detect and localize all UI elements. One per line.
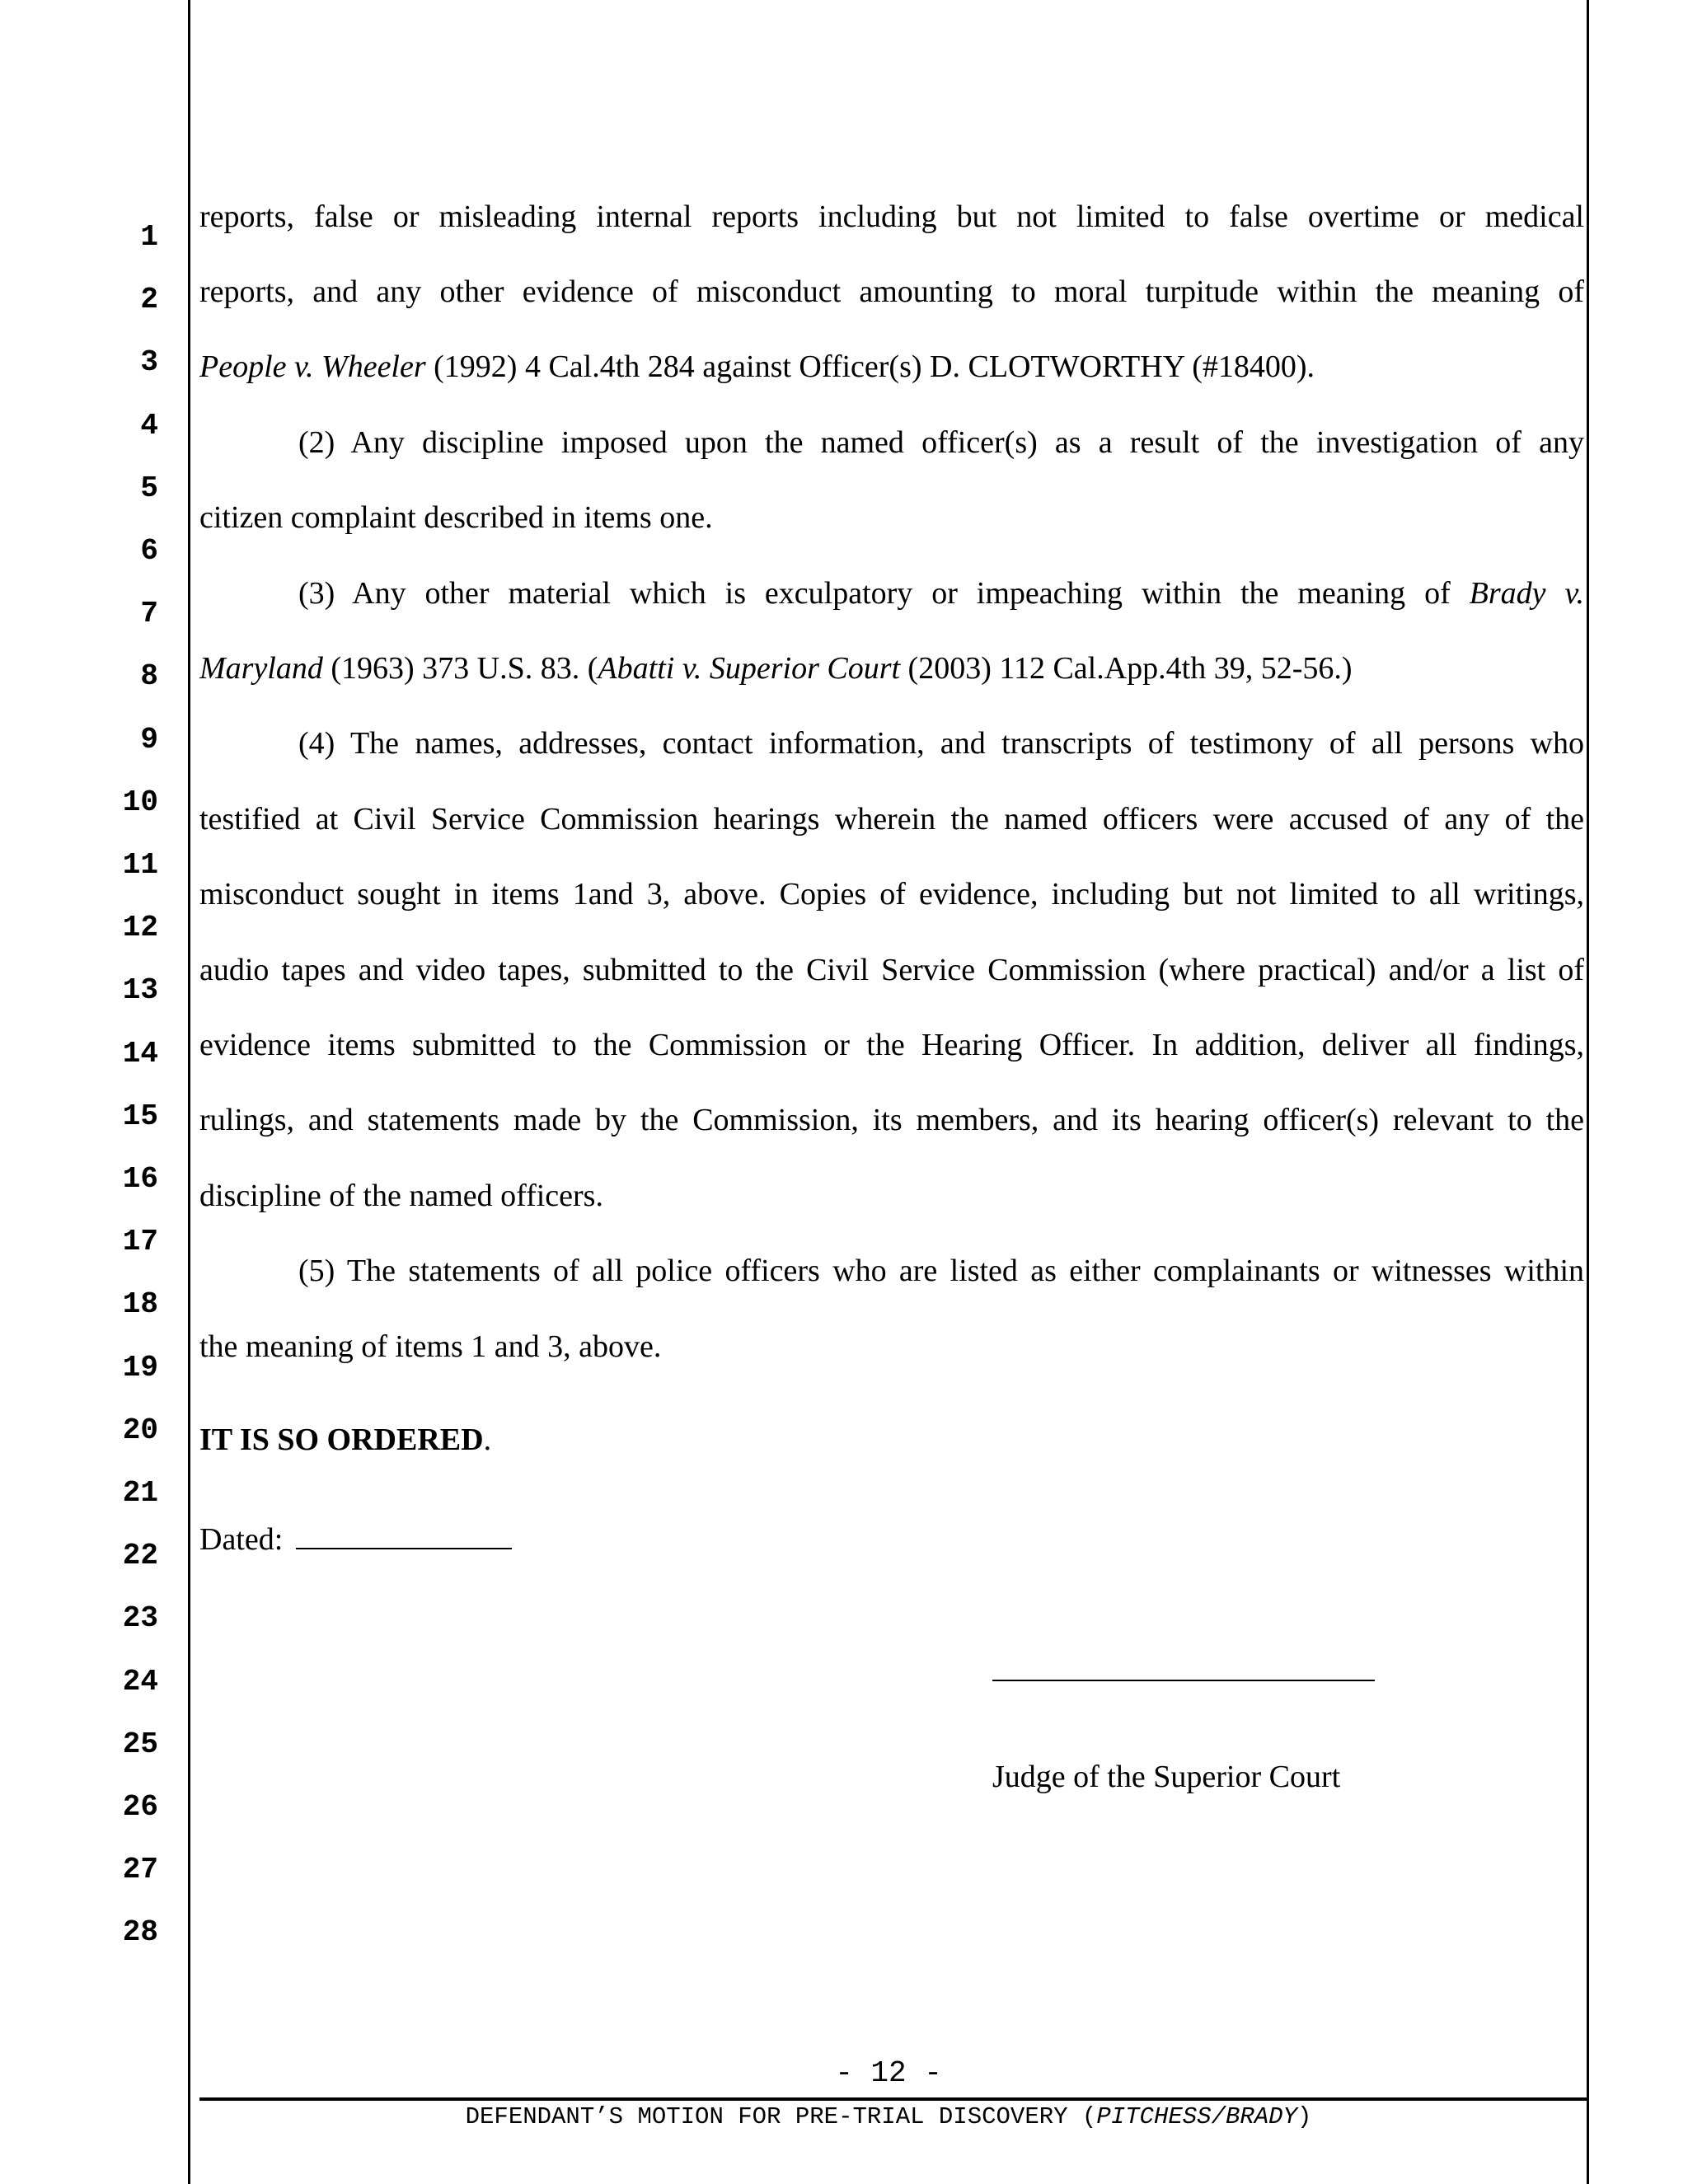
line-number: 16 bbox=[122, 1162, 158, 1196]
body-line: evidence items submitted to the Commission or the Hearing Officer. In addition, deliver all findings, bbox=[199, 1028, 1584, 1062]
line-number: 22 bbox=[122, 1539, 158, 1572]
line-number: 8 bbox=[140, 659, 158, 693]
case-citation: Maryland bbox=[199, 651, 323, 686]
line-number: 3 bbox=[140, 345, 158, 379]
line-number: 12 bbox=[122, 911, 158, 944]
document-body bbox=[199, 0, 1584, 2143]
line-number: 2 bbox=[140, 283, 158, 316]
page-number: - 12 - bbox=[835, 2056, 942, 2090]
body-line: Maryland (1963) 373 U.S. 83. (Abatti v. Superior Court (2003) 112 Cal.App.4th 39, 52-56.) bbox=[199, 651, 1353, 686]
line-number: 18 bbox=[122, 1287, 158, 1321]
right-margin-rule bbox=[1587, 0, 1589, 2184]
body-line: reports, and any other evidence of misconduct amounting to moral turpitude within the meaning of bbox=[199, 274, 1584, 309]
case-citation: Abatti v. Superior Court bbox=[598, 651, 901, 686]
body-line: audio tapes and video tapes, submitted to the Civil Service Commission (where practical) and/or a list of bbox=[199, 953, 1584, 987]
judge-title: Judge of the Superior Court bbox=[992, 1760, 1341, 1794]
body-line: (2) Any discipline imposed upon the named officer(s) as a result of the investigation of any bbox=[298, 425, 1584, 460]
date-blank bbox=[296, 1523, 512, 1549]
body-line: People v. Wheeler (1992) 4 Cal.4th 284 against Officer(s) D. CLOTWORTHY (#18400). bbox=[199, 349, 1315, 384]
line-number-column bbox=[0, 0, 188, 2184]
line-number: 17 bbox=[122, 1225, 158, 1258]
body-line: misconduct sought in items 1and 3, above. Copies of evidence, including but not limited to all writings, bbox=[199, 877, 1584, 912]
line-number: 28 bbox=[122, 1915, 158, 1949]
body-line: (4) The names, addresses, contact information, and transcripts of testimony of all persons who bbox=[298, 726, 1584, 761]
body-line: citizen complaint described in items one. bbox=[199, 500, 713, 535]
line-number: 24 bbox=[122, 1665, 158, 1699]
footer-rule bbox=[199, 2097, 1589, 2101]
body-line: the meaning of items 1 and 3, above. bbox=[199, 1329, 662, 1364]
line-number: 7 bbox=[140, 597, 158, 630]
body-line: (5) The statements of all police officers who are listed as either complainants or witnesses within bbox=[298, 1254, 1584, 1288]
line-number: 13 bbox=[122, 973, 158, 1007]
footer-document-title: DEFENDANT’S MOTION FOR PRE-TRIAL DISCOVERY (PITCHESS/BRADY) bbox=[465, 2103, 1312, 2130]
line-number: 1 bbox=[140, 220, 158, 254]
body-line: reports, false or misleading internal reports including but not limited to false overtime or medical bbox=[199, 199, 1584, 234]
signature-line bbox=[992, 1680, 1375, 1681]
line-number: 20 bbox=[122, 1413, 158, 1447]
line-number: 11 bbox=[122, 848, 158, 882]
line-number: 25 bbox=[122, 1727, 158, 1761]
line-number: 14 bbox=[122, 1037, 158, 1071]
line-number: 15 bbox=[122, 1099, 158, 1133]
body-line: (3) Any other material which is exculpatory or impeaching within the meaning of Brady v. bbox=[298, 576, 1584, 611]
body-line: testified at Civil Service Commission hearings wherein the named officers were accused of any of the bbox=[199, 802, 1584, 837]
order-statement: IT IS SO ORDERED. bbox=[199, 1422, 492, 1457]
body-line: discipline of the named officers. bbox=[199, 1179, 603, 1213]
line-number: 10 bbox=[122, 785, 158, 819]
left-margin-rule bbox=[188, 0, 190, 2184]
line-number: 5 bbox=[140, 471, 158, 505]
line-number: 27 bbox=[122, 1853, 158, 1886]
case-citation: People v. Wheeler bbox=[199, 349, 426, 384]
line-number: 6 bbox=[140, 534, 158, 568]
line-number: 23 bbox=[122, 1601, 158, 1635]
line-number: 26 bbox=[122, 1790, 158, 1824]
case-citation: Brady v. bbox=[1469, 576, 1584, 611]
line-number: 9 bbox=[140, 723, 158, 757]
dated-line: Dated: bbox=[199, 1521, 1584, 1558]
line-number: 19 bbox=[122, 1351, 158, 1385]
body-line: rulings, and statements made by the Commission, its members, and its hearing officer(s) relevant to the bbox=[199, 1103, 1584, 1137]
line-number: 4 bbox=[140, 409, 158, 443]
line-number: 21 bbox=[122, 1476, 158, 1510]
